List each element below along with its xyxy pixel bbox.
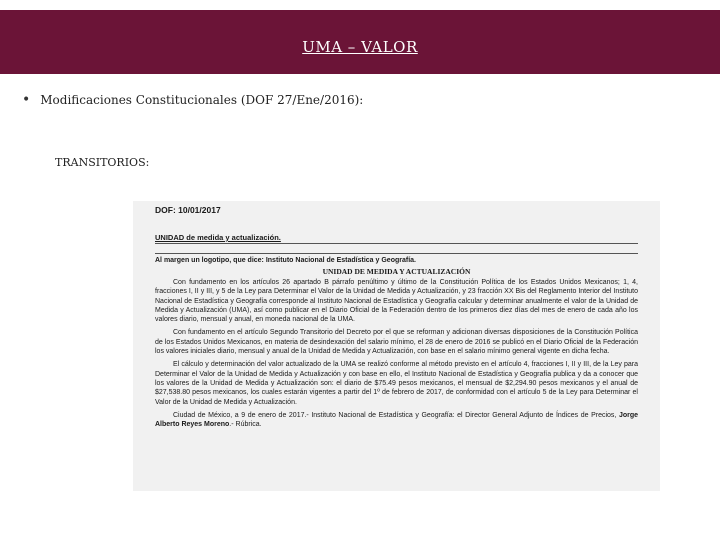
- signature-suffix: .- Rúbrica.: [229, 421, 262, 429]
- clipping-paragraph: Con fundamento en los artículos 26 apartado B párrafo penúltimo y último de la Constitución Política de los Estados Unidos Mexicanos; 1, 4, fracciones I, II y III, y 5 de la Ley para Determinar el Valor de la Unidad de Medida y Actualización, y 23 fracción XX Bis del Reglamento Interior del Instituto Nacional de Estadística y Geografía corresponde al Instituto Nacional de Estadística y Geografía calcular y determinar anualmente el valor de la Unidad de Medida y Actualización (UMA), así como publicar en el Diario Oficial de la Federación dentro de los primeros diez días del mes de enero de cada año los valores diario, mensual y anual, en moneda nacional de la UMA.: [155, 279, 638, 324]
- transitorios-heading: TRANSITORIOS:: [55, 156, 150, 169]
- dof-date: DOF: 10/01/2017: [155, 205, 221, 215]
- signature-prefix: Ciudad de México, a 9 de enero de 2017.- Instituto Nacional de Estadística y Geografía: el Director General Adjunto de Índices de Precios,: [173, 411, 619, 419]
- bullet-item: [22, 92, 363, 108]
- clipping-paragraph: El cálculo y determinación del valor actualizado de la UMA se realizó conforme al método previsto en el artículo 4, fracciones I, II y III, de la Ley para Determinar el Valor de la Unidad de Medida y Actualización y con base en ello, el Instituto Nacional de Estadística y Geografía publica y da a conocer que los valores de la Unidad de Medida y Actualización son: el diario de $75.49 pesos mexicanos, el mensual de $2,294.90 pesos mexicanos y el anual de $27,538.80 pesos mexicanos, los cuales estarán vigentes a partir del 1º de febrero de 2017, de conformidad con el artículo 5 de la Ley para Determinar el Valor de la Unidad de Medida y Actualización.: [155, 361, 638, 406]
- clipping-signature-paragraph: [155, 411, 638, 430]
- bullet-text: Modificaciones Constitucionales (DOF 27/Ene/2016):: [40, 93, 364, 107]
- slide-header-bar: [0, 10, 720, 74]
- bullet-dot-icon: •: [22, 92, 31, 108]
- margin-note: Al margen un logotipo, que dice: Instituto Nacional de Estadística y Geografía.: [155, 253, 638, 264]
- clipping-paragraph: Con fundamento en el artículo Segundo Transitorio del Decreto por el que se reforman y adicionan diversas disposiciones de la Constitución Política de los Estados Unidos Mexicanos, en materia de desindexación del salario mínimo, el 28 de enero de 2016 se publicó en el Diario Oficial de la Federación los valores iniciales diario, mensual y anual de la Unidad de Medida y Actualización, con base en el salario mínimo general vigente en dicha fecha.: [155, 329, 638, 356]
- slide-title: UMA – VALOR: [302, 38, 418, 56]
- clipping-title: UNIDAD de medida y actualización.: [155, 233, 638, 244]
- clipping-heading: UNIDAD DE MEDIDA Y ACTUALIZACIÓN: [322, 267, 471, 276]
- dof-clipping-image: [133, 201, 660, 491]
- signature-name: Jorge Alberto Reyes Moreno: [155, 411, 638, 429]
